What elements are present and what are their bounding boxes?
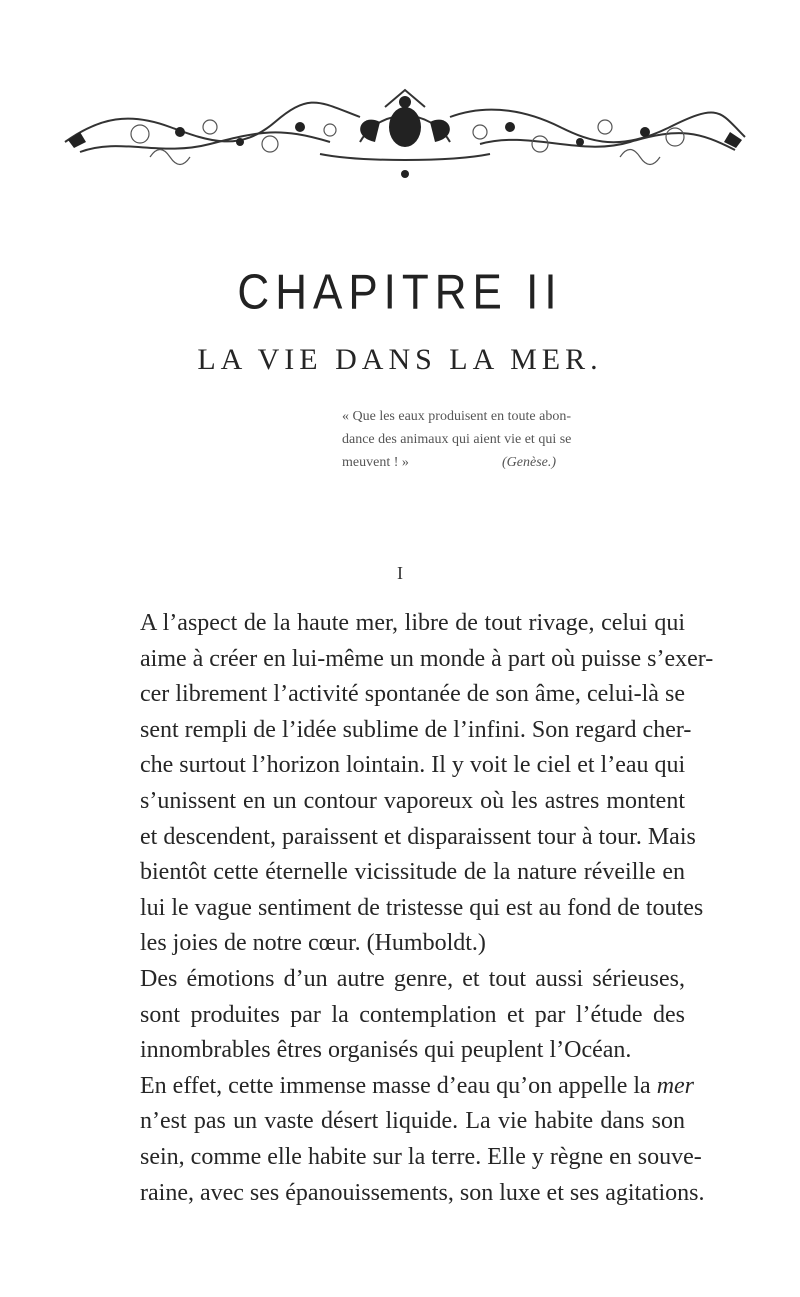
epigraph-line-text: meuvent ! » xyxy=(342,455,409,470)
text-line: aime à créer en lui-même un monde à part où puisse s’exer- xyxy=(140,645,714,672)
epigraph xyxy=(342,405,682,474)
text-line: sein, comme elle habite sur la terre. Elle y règne en souve- xyxy=(140,1143,702,1170)
text-line: A l’aspect de la haute mer, libre de tout rivage, celui qui xyxy=(140,610,685,636)
text-line: les joies de notre cœur. (Humboldt.) xyxy=(140,930,486,957)
epigraph-line: « Que les eaux produisent en toute abon- xyxy=(342,409,571,424)
body-text xyxy=(140,606,714,1211)
text-line: sent rempli de l’idée sublime de l’infini. Son regard cher- xyxy=(140,716,692,743)
chapter-subtitle: LA VIE DANS LA MER. xyxy=(197,343,603,376)
text-line: lui le vague sentiment de tristesse qui est au fond de toutes xyxy=(140,894,704,921)
text-line: bientôt cette éternelle vicissitude de la nature réveille en xyxy=(140,859,685,886)
chapter-title: CHAPITRE II xyxy=(237,265,563,320)
decorative-headpiece-ornament xyxy=(60,82,750,182)
emphasized-word: mer xyxy=(656,1072,695,1099)
text-line: s’unissent en un contour vaporeux où les astres montent xyxy=(140,787,685,814)
text-line: innombrables êtres organisés qui peuplent l’Océan. xyxy=(140,1037,632,1064)
epigraph-line xyxy=(342,451,682,474)
section-number: I xyxy=(397,563,403,583)
text-line: sont produites par la contemplation et par l’étude des xyxy=(140,1001,685,1028)
text-line-start: En effet, cette immense masse d’eau qu’on appelle la xyxy=(140,1072,651,1099)
text-line: cer librement l’activité spontanée de son âme, celui-là se xyxy=(140,681,685,708)
text-line: che surtout l’horizon lointain. Il y voit le ciel et l’eau qui xyxy=(140,752,686,779)
text-line: n’est pas un vaste désert liquide. La vie habite dans son xyxy=(140,1108,685,1135)
text-line: et descendent, paraissent et disparaissent tour à tour. Mais xyxy=(140,823,696,850)
text-line: Des émotions d’un autre genre, et tout aussi sérieuses, xyxy=(140,965,685,992)
text-line: raine, avec ses épanouissements, son luxe et ses agitations. xyxy=(140,1179,705,1206)
text-line xyxy=(140,1069,695,1105)
epigraph-line: dance des animaux qui aient vie et qui se xyxy=(342,432,572,447)
epigraph-source: (Genèse.) xyxy=(502,455,557,470)
